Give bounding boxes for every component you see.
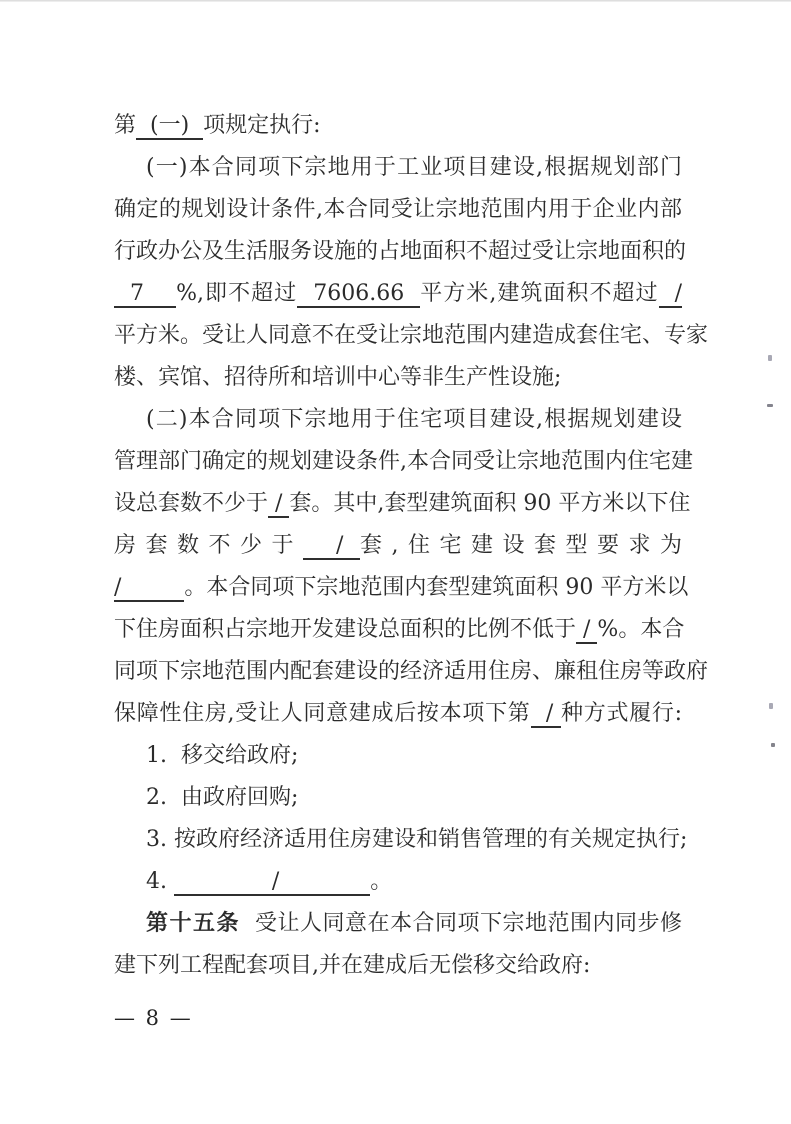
text-segment: 项规定执行: [203,113,321,138]
list-item-3 [114,819,688,861]
article15-line1 [114,903,682,945]
scan-edge-line [0,0,791,2]
page-number: — 8 — [114,1006,193,1030]
filled-blank-underline: / [268,491,290,516]
para-residential-line1 [114,399,682,441]
text-segment: 确定的规划设计条件,本合同受让宗地范围内用于企业内部 [114,197,682,222]
para-industrial-line1 [114,147,682,189]
text-segment: (二)本合同项下宗地用于住宅项目建设,根据规划建设 [146,407,682,432]
text-segment: 保障性住房,受让人同意建成后按本项下第 [114,701,531,726]
text-segment: 楼、宾馆、招待所和培训中心等非生产性设施; [114,365,562,390]
text-segment: 建下列工程配套项目,并在建成后无偿移交给政府: [114,953,591,978]
text-segment: 套,住宅建设套型要求为 [359,533,682,558]
para-industrial-line5 [114,315,709,357]
text-segment: 4. [146,869,174,894]
para-industrial-line2 [114,189,682,231]
text-segment: 平方米,建筑面积不超过 [420,281,659,306]
para-residential-line5 [114,567,689,609]
text-segment: 种方式履行: [561,701,682,726]
text-segment: 管理部门确定的规划建设条件,本合同受让宗地范围内住宅建 [114,449,693,474]
document-lines [114,105,709,987]
filled-blank-underline: / [173,869,371,894]
article15-line2 [114,945,682,987]
clause-ref-line [114,105,682,147]
text-segment: 3. 按政府经济适用住房建设和销售管理的有关规定执行; [146,827,688,852]
scan-artifact [767,404,773,407]
article-heading-text: 第十五条 [146,911,240,936]
para-residential-line7 [114,651,709,693]
text-segment: 行政办公及生活服务设施的占地面积不超过受让宗地面积的 [114,239,687,264]
para-industrial-line3 [114,231,687,273]
filled-blank-underline: / [530,701,562,726]
text-segment: 套。其中,套型建筑面积 90 平方米以下住 [289,491,691,516]
filled-blank-underline: / [114,575,185,600]
para-residential-line2 [114,441,693,483]
text-segment: 受让人同意在本合同项下宗地范围内同步修 [240,911,682,936]
filled-blank-underline: / [658,281,682,306]
list-item-1 [114,735,682,777]
text-segment: 平方米。受让人同意不在受让宗地范围内建造成套住宅、专家 [114,323,709,348]
text-segment: 房套数不少于 [114,533,304,558]
para-residential-line4 [114,525,682,567]
text-segment: 。本合同项下宗地范围内套型建筑面积 90 平方米以 [184,575,689,600]
filled-blank-underline: (一) [136,113,204,138]
scan-artifact [771,743,775,747]
text-segment: 1. 移交给政府; [146,743,299,768]
text-segment: %,即不超过 [176,281,298,306]
text-segment: %。本合 [597,617,685,642]
filled-blank-underline: / [303,533,360,558]
text-segment: 设总套数不少于 [114,491,269,516]
filled-blank-underline: 7 [114,281,177,306]
text-segment: (一)本合同项下宗地用于工业项目建设,根据规划部门 [146,155,682,180]
text-segment: 下住房面积占宗地开发建设总面积的比例不低于 [114,617,577,642]
para-residential-line8 [114,693,682,735]
filled-blank-underline: / [576,617,598,642]
scan-artifact [768,355,772,361]
scan-artifact [769,703,773,709]
text-segment: 同项下宗地范围内配套建设的经济适用住房、廉租住房等政府 [114,659,709,684]
list-item-4 [114,861,682,903]
text-segment: 2. 由政府回购; [146,785,299,810]
text-segment: 。 [370,869,393,894]
filled-blank-underline: 7606.66 [297,281,421,306]
para-industrial-line4 [114,273,682,315]
para-residential-line6 [114,609,685,651]
para-industrial-line6 [114,357,682,399]
text-segment: 第 [114,113,137,138]
para-residential-line3 [114,483,691,525]
list-item-2 [114,777,682,819]
